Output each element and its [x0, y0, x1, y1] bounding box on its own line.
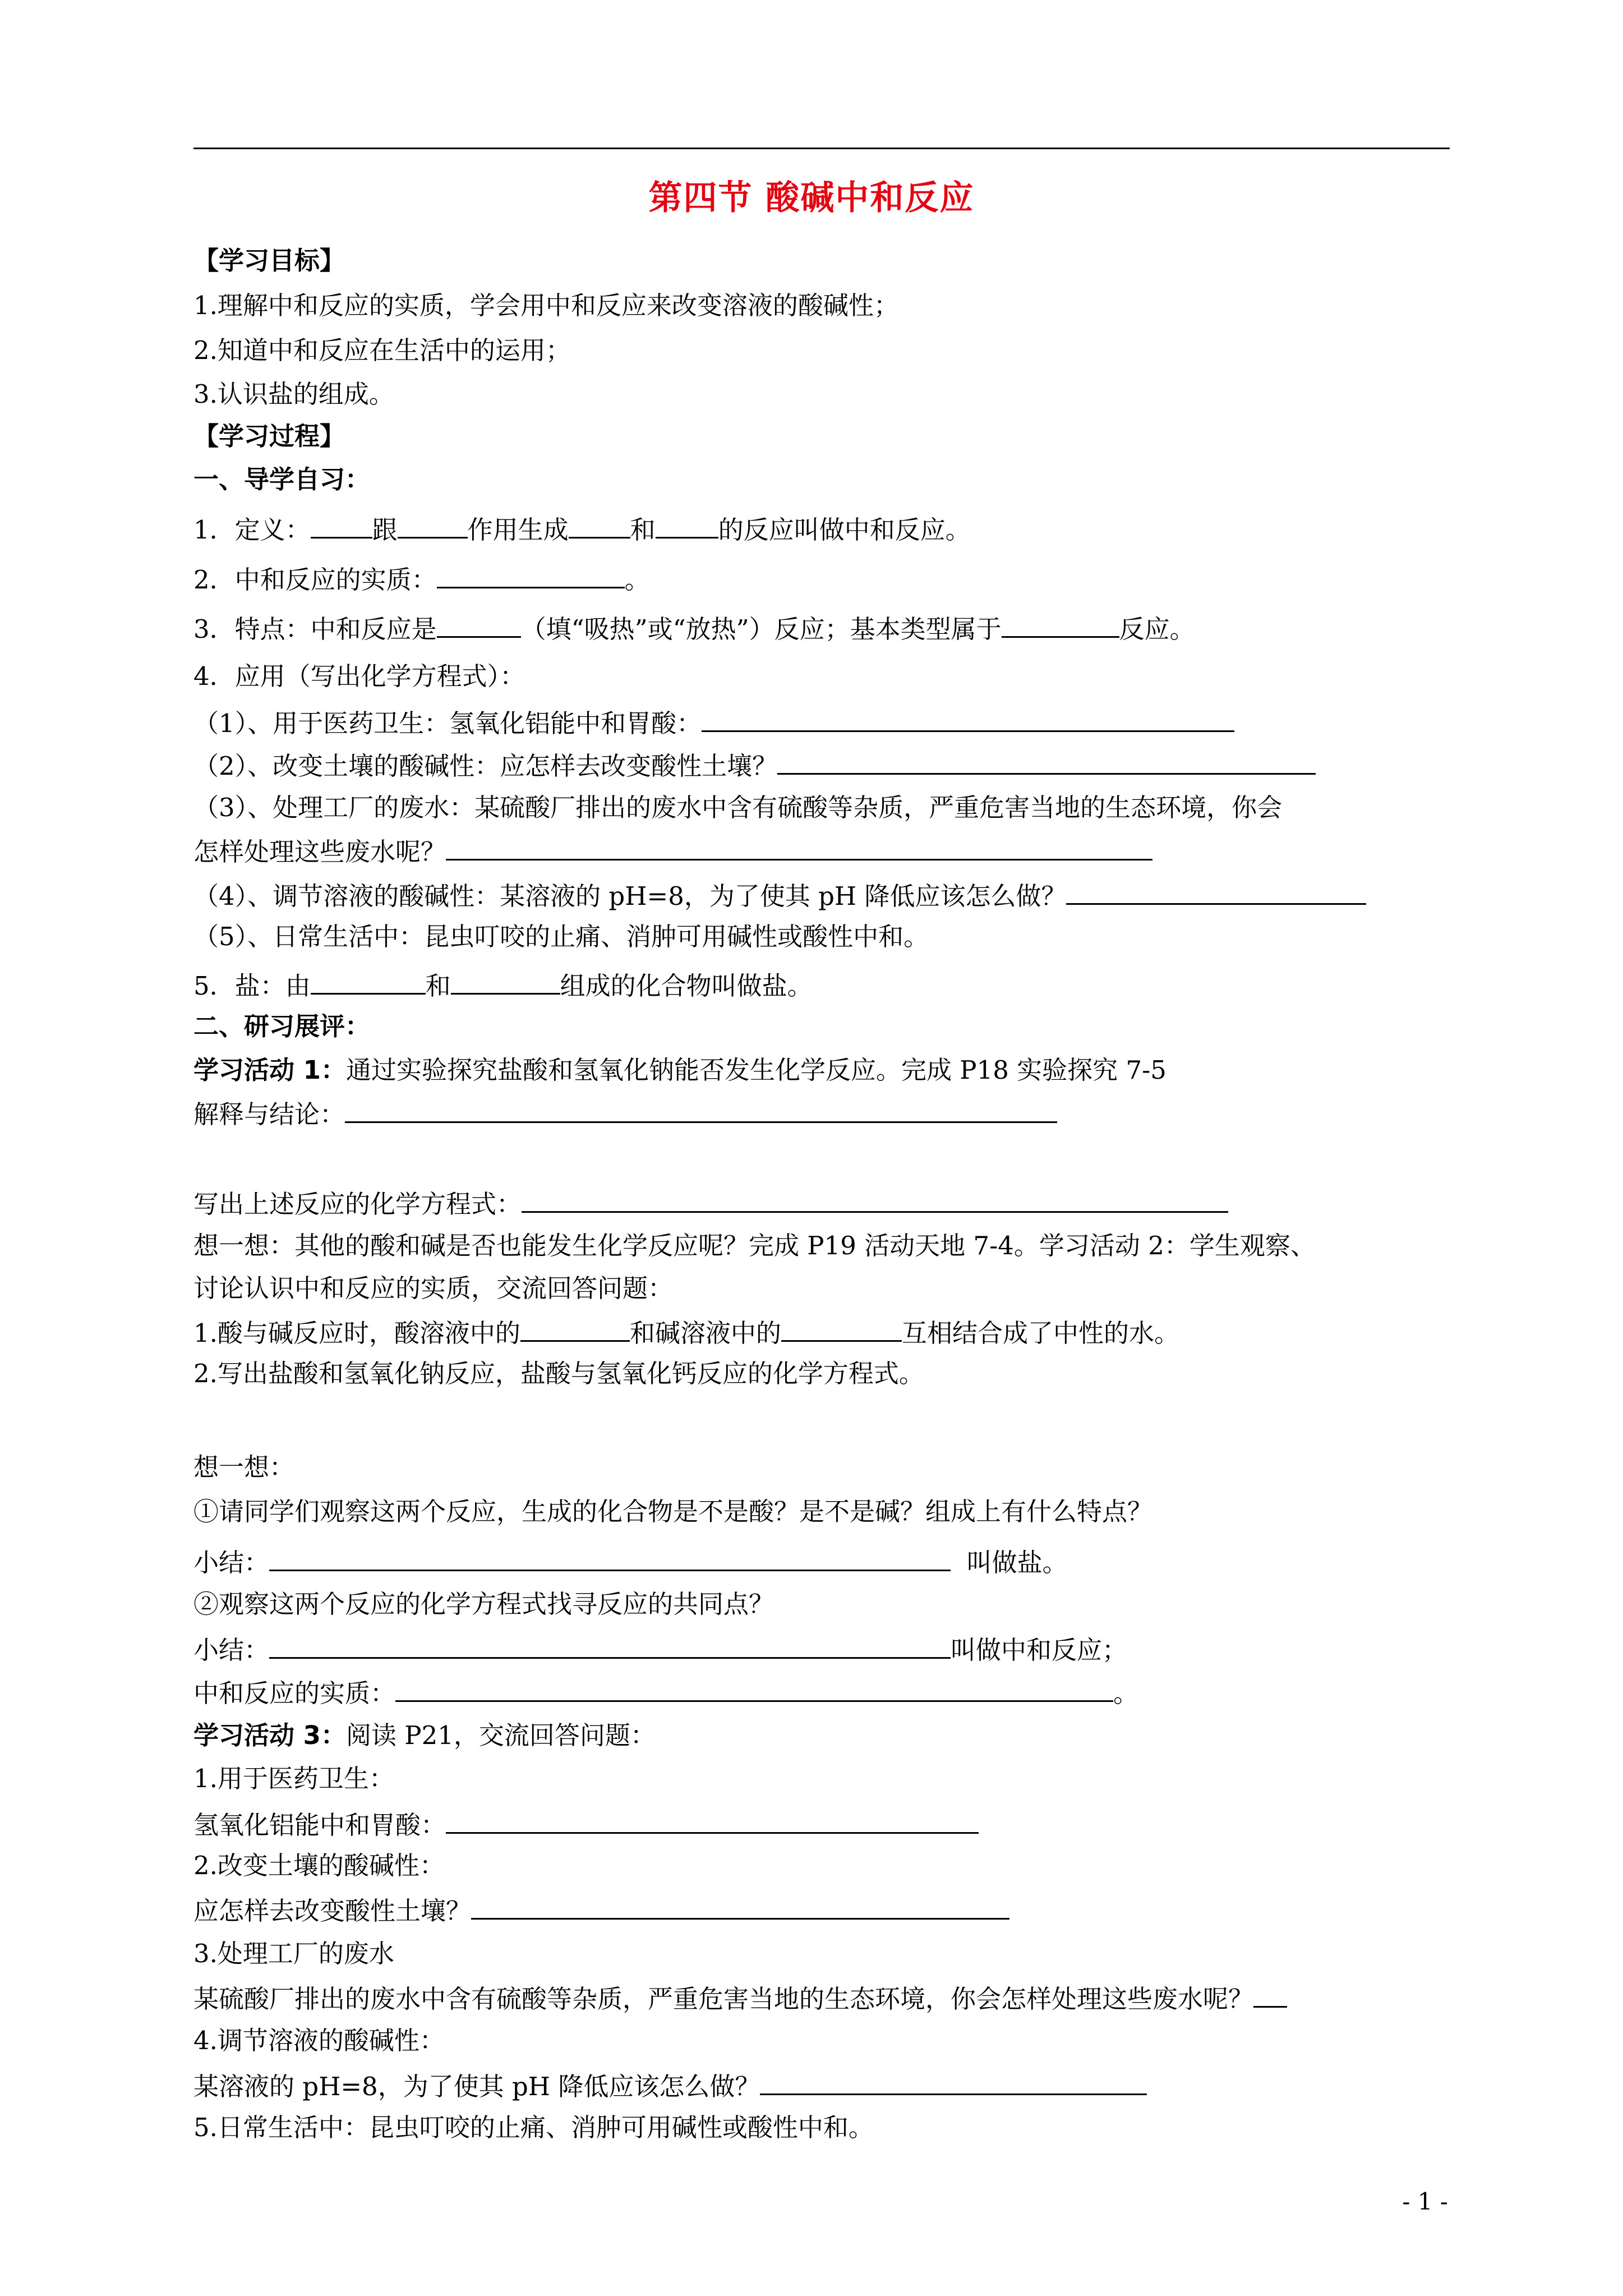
activity-3-item-2: 2.改变土壤的酸碱性： [193, 1851, 445, 1880]
answer-blank[interactable] [446, 834, 1152, 861]
answer-blank[interactable] [311, 968, 426, 995]
question-4: 4．应用（写出化学方程式）： [193, 661, 525, 691]
answer-blank[interactable] [451, 968, 560, 995]
answer-blank[interactable] [395, 1676, 1113, 1702]
activity-1-conclusion: 解释与结论： [193, 1097, 1057, 1130]
answer-blank[interactable] [471, 1893, 1009, 1920]
think-2-q2: ②观察这两个反应的化学方程式找寻反应的共同点？ [193, 1589, 774, 1619]
answer-blank[interactable] [1002, 611, 1119, 638]
activity-3-item-3-q: 某硫酸厂排出的废水中含有硫酸等杂质，严重危害当地的生态环境，你会怎样处理这些废水呢？ [193, 1981, 1287, 2015]
answer-blank[interactable] [781, 1315, 902, 1342]
answer-blank[interactable] [760, 2069, 1147, 2095]
activity-3-item-3: 3.处理工厂的废水 [193, 1939, 394, 1968]
activity-3-item-4-q: 某溶液的 pH=8，为了使其 pH 降低应该怎么做？ [193, 2069, 1147, 2102]
question-5: 5．盐：由 和 组成的化合物叫做盐。 [193, 968, 813, 1002]
answer-blank[interactable] [569, 512, 630, 539]
goals-heading: 【学习目标】 [193, 246, 345, 275]
answer-blank[interactable] [1066, 878, 1366, 905]
answer-blank[interactable] [437, 611, 521, 638]
neutralization-essence: 中和反应的实质： 。 [193, 1676, 1138, 1709]
goal-3: 3.认识盐的组成。 [193, 379, 394, 409]
activity-1-equation: 写出上述反应的化学方程式： [193, 1186, 1228, 1220]
answer-blank[interactable] [520, 1315, 630, 1342]
section-1-heading: 一、导学自习： [193, 464, 371, 494]
activity-3-item-2-q: 应怎样去改变酸性土壤？ [193, 1893, 1009, 1927]
page-number: - 1 - [1402, 2188, 1448, 2215]
question-4-3-cont: 怎样处理这些废水呢？ [193, 834, 1152, 868]
question-3: 3．特点：中和反应是 （填“吸热”或“放热”）反应；基本类型属于 反应。 [193, 611, 1195, 645]
activity-3-item-5: 5.日常生活中：昆虫叮咬的止痛、消肿可用碱性或酸性中和。 [193, 2113, 874, 2142]
activity-1: 学习活动 1：通过实验探究盐酸和氢氧化钠能否发生化学反应。完成 P18 实验探究 7-5 [193, 1055, 1166, 1085]
think-2-q1: ①请同学们观察这两个反应，生成的化合物是不是酸？是不是碱？组成上有什么特点？ [193, 1497, 1153, 1526]
answer-blank[interactable] [398, 512, 468, 539]
activity-3: 学习活动 3：阅读 P21，交流回答问题： [193, 1720, 656, 1750]
answer-blank[interactable] [269, 1632, 951, 1659]
section-2-heading: 二、研习展评： [193, 1011, 371, 1041]
question-4-3: （3）、处理工厂的废水：某硫酸厂排出的废水中含有硫酸等杂质，严重危害当地的生态环境，你会 [193, 793, 1283, 822]
think-2: 想一想： [193, 1452, 295, 1482]
activity-2-q1: 1.酸与碱反应时，酸溶液中的 和碱溶液中的 互相结合成了中性的水。 [193, 1315, 1179, 1349]
page-title: 第四节 酸碱中和反应 [648, 178, 975, 218]
question-4-1: （1）、用于医药卫生：氢氧化铝能中和胃酸： [193, 706, 1234, 739]
question-4-2: （2）、改变土壤的酸碱性：应怎样去改变酸性土壤？ [193, 748, 1316, 782]
answer-blank[interactable] [437, 562, 625, 588]
question-1: 1．定义： 跟 作用生成 和 的反应叫做中和反应。 [193, 512, 971, 546]
answer-blank[interactable] [702, 706, 1234, 732]
answer-blank[interactable] [446, 1807, 979, 1834]
goal-1: 1.理解中和反应的实质，学会用中和反应来改变溶液的酸碱性； [193, 291, 899, 320]
think-1-cont: 讨论认识中和反应的实质，交流回答问题： [193, 1273, 674, 1303]
goal-2: 2.知道中和反应在生活中的运用； [193, 335, 571, 365]
summary-2: 小结： 叫做中和反应； [193, 1632, 1127, 1666]
question-2: 2．中和反应的实质： 。 [193, 562, 650, 596]
answer-blank[interactable] [1253, 1981, 1287, 2008]
answer-blank[interactable] [777, 748, 1316, 775]
activity-3-item-4: 4.调节溶液的酸碱性： [193, 2026, 445, 2055]
answer-blank[interactable] [269, 1545, 951, 1571]
think-1: 想一想：其他的酸和碱是否也能发生化学反应呢？完成 P19 活动天地 7-4。学习活动 2：学生观察、 [193, 1231, 1316, 1260]
activity-3-item-1-q: 氢氧化铝能中和胃酸： [193, 1807, 979, 1841]
answer-blank[interactable] [345, 1097, 1057, 1123]
header-rule [193, 148, 1450, 149]
activity-2-q2: 2.写出盐酸和氢氧化钠反应，盐酸与氢氧化钙反应的化学方程式。 [193, 1359, 924, 1388]
answer-blank[interactable] [311, 512, 372, 539]
activity-3-item-1: 1.用于医药卫生： [193, 1764, 394, 1793]
question-4-5: （5）、日常生活中：昆虫叮咬的止痛、消肿可用碱性或酸性中和。 [193, 922, 929, 951]
process-heading: 【学习过程】 [193, 421, 345, 451]
question-4-4: （4）、调节溶液的酸碱性：某溶液的 pH=8，为了使其 pH 降低应该怎么做？ [193, 878, 1366, 912]
answer-blank[interactable] [522, 1186, 1228, 1213]
answer-blank[interactable] [656, 512, 718, 539]
summary-1: 小结： 叫做盐。 [193, 1545, 1068, 1579]
